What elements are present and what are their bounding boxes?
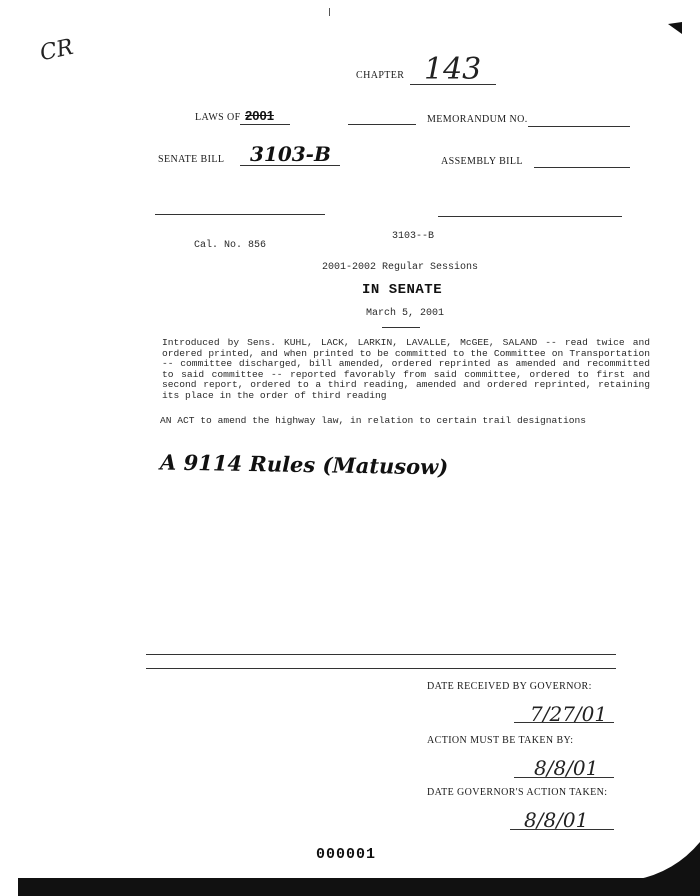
- introduction-date: March 5, 2001: [366, 308, 445, 319]
- chapter-number: 143: [424, 52, 482, 87]
- bottom-right-curl: [620, 842, 700, 882]
- calendar-number: Cal. No. 856: [194, 240, 267, 251]
- date-received-label: DATE RECEIVED BY GOVERNOR:: [427, 681, 592, 692]
- chapter-label: CHAPTER: [356, 70, 405, 81]
- laws-of-year: 2001: [245, 108, 274, 123]
- action-taken-underline: [510, 829, 614, 830]
- assembly-bill-underline: [534, 167, 630, 168]
- senate-bill-label: SENATE BILL: [158, 154, 225, 165]
- bill-id: 3103--B: [392, 231, 435, 242]
- action-by-label: ACTION MUST BE TAKEN BY:: [427, 735, 574, 746]
- act-title: AN ACT to amend the highway law, in relation to certain trail designations: [160, 415, 587, 426]
- date-received-value: 7/27/01: [530, 702, 608, 726]
- bottom-scan-bar: [18, 878, 700, 896]
- chapter-underline: [410, 84, 496, 85]
- assembly-bill-label: ASSEMBLY BILL: [441, 156, 523, 167]
- senate-bill-number: 3103-B: [250, 142, 331, 166]
- action-taken-value: 8/8/01: [524, 808, 589, 832]
- top-tick-mark: [329, 8, 330, 16]
- corner-fold-mark: [668, 22, 682, 36]
- blank-line-1: [348, 124, 416, 125]
- action-by-value: 8/8/01: [534, 756, 599, 780]
- date-underline: [382, 327, 420, 328]
- handwritten-assembly-note: A 9114 Rules (Matusow): [159, 449, 449, 480]
- memorandum-label: MEMORANDUM NO.: [427, 114, 528, 125]
- session-label: 2001-2002 Regular Sessions: [322, 262, 479, 273]
- senate-bill-underline: [240, 165, 340, 166]
- corner-handwritten-mark: CR: [37, 34, 76, 67]
- blank-line-2: [155, 214, 325, 215]
- action-by-underline: [514, 777, 614, 778]
- house-heading: IN SENATE: [362, 282, 443, 298]
- memorandum-underline: [528, 126, 630, 127]
- blank-line-3: [438, 216, 622, 217]
- bill-introduction-text: Introduced by Sens. KUHL, LACK, LARKIN, LAVALLE, McGEE, SALAND -- read twice and ordered printed, and when printed to be committed to the Committee on Transportation -- committee discharged, bill amended, ordered reprinted as amended and recommitted to said committee -- reported favorably from said committee, ordered to first and second report, ordered to a third reading, amended and ordered reprinted, retaining its place in the order of third reading: [162, 337, 650, 401]
- separator-line-2: [146, 668, 616, 669]
- laws-of-label: LAWS OF: [195, 112, 241, 123]
- separator-line-1: [146, 654, 616, 655]
- page-number: 000001: [316, 846, 377, 863]
- date-received-underline: [514, 722, 614, 723]
- laws-of-underline: [240, 124, 290, 125]
- action-taken-label: DATE GOVERNOR'S ACTION TAKEN:: [427, 787, 608, 798]
